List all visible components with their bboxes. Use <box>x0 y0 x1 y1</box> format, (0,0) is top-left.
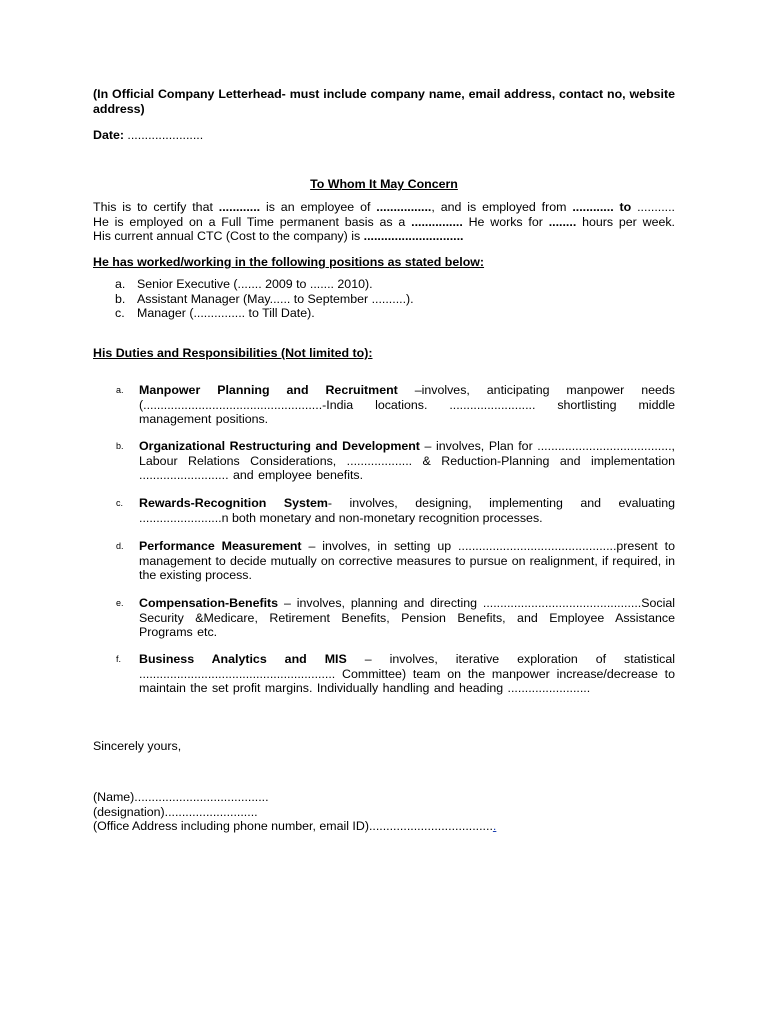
duty-text <box>139 596 675 640</box>
duty-text <box>139 539 675 583</box>
duty-title: Rewards-Recognition System <box>139 496 328 510</box>
certify-text: , and is employed from <box>431 200 573 214</box>
duty-description: – involves, planning and directing ..............................................Social Security &Medicare, Retirement Benefits, Pension Benefits, and Employee Assistance Programs etc. <box>139 596 675 639</box>
duty-description: – involves, Plan for ......................................., Labour Relations Considerations, ................... & Reduction-Planning and implementation .......................... and employee benefits. <box>139 439 675 482</box>
certify-text: is an employee of <box>260 200 377 214</box>
certify-line-3 <box>93 229 675 244</box>
signature-designation: (designation)........................... <box>93 804 258 819</box>
duty-text <box>139 383 675 427</box>
certify-line-2 <box>93 215 675 230</box>
duty-item <box>93 596 675 640</box>
signature-address-trail: . <box>492 819 497 833</box>
duty-title: Compensation-Benefits <box>139 596 279 610</box>
position-text: Senior Executive (....... 2009 to ....... 2010). <box>137 277 373 291</box>
duty-title: Performance Measurement <box>139 539 302 553</box>
duty-item <box>93 539 675 583</box>
ctc-blank: ............................. <box>363 229 464 243</box>
certify-text: hours per week. <box>576 214 675 229</box>
closing-line: Sincerely yours, <box>93 739 182 753</box>
duty-item <box>93 496 675 525</box>
certify-text: He is employed on a Full Time permanent basis as a <box>93 214 412 229</box>
duty-description: – involves, iterative exploration of statistical ......................................................... Committee) team on the manpower increase/decrease to maintain the set profit margins. Individually handling and heading ........................ <box>139 652 676 695</box>
duty-item <box>93 439 675 483</box>
date-value: ...................... <box>123 128 204 142</box>
duty-description: –involves, anticipating manpower needs (....................................................-India locations. ......................... shortlisting middle management positions. <box>139 383 675 426</box>
signature-address <box>93 819 675 834</box>
duty-title: Organizational Restructuring and Development <box>139 439 420 453</box>
list-item <box>93 306 675 321</box>
positions-heading: He has worked/working in the following positions as stated below: <box>93 255 485 269</box>
list-marker: d. <box>116 541 124 551</box>
duty-text <box>139 496 675 525</box>
company-blank: ................ <box>376 200 432 214</box>
list-marker: b. <box>115 291 126 306</box>
certify-text: He works for <box>462 214 549 229</box>
list-marker: c. <box>115 306 125 320</box>
subject-heading: To Whom It May Concern <box>310 177 458 191</box>
to-date-blank: ........... <box>631 200 675 214</box>
designation-blank: ............... <box>411 214 463 229</box>
certify-to-word: to <box>619 200 632 214</box>
hours-blank: ........ <box>548 214 577 229</box>
certify-paragraph <box>93 200 675 244</box>
signature-address-text: (Office Address including phone number, email ID).................................... <box>93 819 493 833</box>
duty-description: - involves, designing, implementing and evaluating ........................n both monetary and non-monetary recognition processes. <box>139 496 675 525</box>
employee-name-blank: ............ <box>218 200 261 214</box>
signature-block <box>93 790 675 834</box>
list-marker: b. <box>116 441 124 451</box>
position-text: Manager (............... to Till Date). <box>137 306 315 320</box>
duty-title: Business Analytics and MIS <box>139 652 347 666</box>
certify-text: This is to certify that <box>93 200 219 214</box>
signature-name: (Name)....................................... <box>93 790 269 804</box>
list-item <box>93 292 675 307</box>
list-marker: a. <box>115 277 126 291</box>
duty-item <box>93 652 675 696</box>
position-text: Assistant Manager (May...... to September ..........). <box>137 291 414 306</box>
date-line <box>93 128 675 143</box>
duty-title: Manpower Planning and Recruitment <box>139 383 398 397</box>
date-label: Date: <box>93 128 124 142</box>
letterhead-note: (In Official Company Letterhead- must include company name, email address, contact no, website address) <box>93 87 675 116</box>
list-marker: c. <box>116 498 124 508</box>
positions-list <box>93 277 675 321</box>
duty-text <box>139 439 675 483</box>
list-marker: f. <box>116 654 122 664</box>
from-date-blank: ............ <box>572 200 614 214</box>
list-marker: a. <box>116 385 124 395</box>
certify-line-1 <box>93 200 675 215</box>
duty-text <box>139 652 675 696</box>
duties-heading: His Duties and Responsibilities (Not limited to): <box>93 346 373 360</box>
certify-text: His current annual CTC (Cost to the company) is <box>93 229 364 243</box>
list-marker: e. <box>116 598 124 608</box>
duty-description: – involves, in setting up ..............................................present to management to decide mutually on corrective measures to pursue on realignment, if required, in the existing process. <box>139 539 675 582</box>
list-item <box>93 277 675 292</box>
duty-item <box>93 383 675 427</box>
